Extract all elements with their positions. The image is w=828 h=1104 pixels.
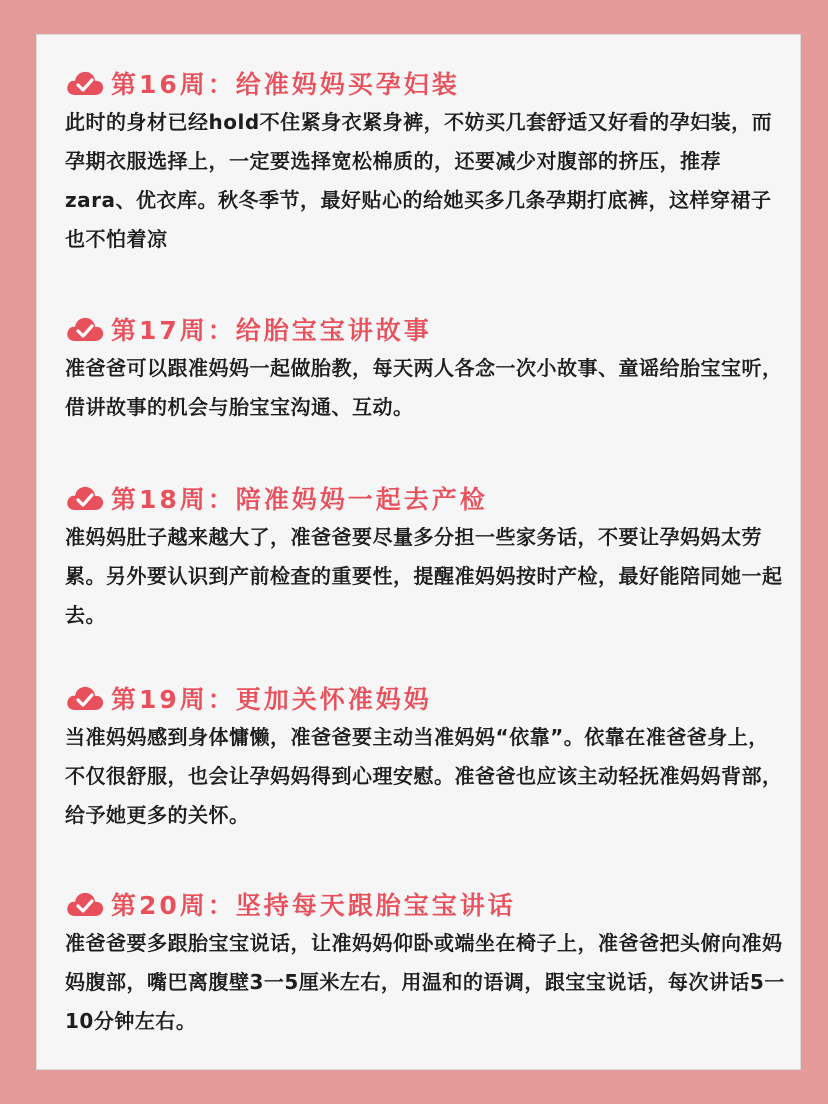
section-heading [65,311,787,347]
section-title: 第18周：陪准妈妈一起去产检 [111,485,488,514]
section-body: 当准妈妈感到身体慵懒，准爸爸要主动当准妈妈“依靠”。依靠在准爸爸身上，不仅很舒服，也会让孕妈妈得到心理安慰。准爸爸也应该主动轻抚准妈妈背部，给予她更多的关怀。 [65,725,783,827]
section-title: 第17周：给胎宝宝讲故事 [111,316,432,345]
cloud-check-icon [65,484,105,512]
section-title: 第20周：坚持每天跟胎宝宝讲话 [111,891,516,920]
cloud-check-icon [65,69,105,97]
cloud-check-icon [65,890,105,918]
section-week-17 [65,311,787,427]
section-body: 此时的身材已经hold不住紧身衣紧身裤，不妨买几套舒适又好看的孕妇装，而孕期衣服选择上，一定要选择宽松棉质的，还要减少对腹部的挤压，推荐zara、优衣库。秋冬季节，最好贴心的给她买多几条孕期打底裤，这样穿裙子也不怕着凉 [65,110,773,251]
section-heading [65,480,787,516]
content-card [36,34,801,1070]
section-heading [65,886,787,922]
section-heading [65,680,787,716]
section-week-20 [65,886,787,1041]
section-heading [65,65,787,101]
section-body: 准爸爸要多跟胎宝宝说话，让准妈妈仰卧或端坐在椅子上，准爸爸把头俯向准妈妈腹部，嘴巴离腹壁3一5厘米左右，用温和的语调，跟宝宝说话，每次讲话5一10分钟左右。 [65,931,785,1033]
section-title: 第16周：给准妈妈买孕妇装 [111,70,460,99]
section-week-19 [65,680,787,835]
cloud-check-icon [65,684,105,712]
section-week-18 [65,480,787,635]
section-body: 准爸爸可以跟准妈妈一起做胎教，每天两人各念一次小故事、童谣给胎宝宝听，借讲故事的机会与胎宝宝沟通、互动。 [65,356,783,419]
section-week-16 [65,65,787,259]
cloud-check-icon [65,315,105,343]
section-title: 第19周：更加关怀准妈妈 [111,685,432,714]
section-body: 准妈妈肚子越来越大了，准爸爸要尽量多分担一些家务话，不要让孕妈妈太劳累。另外要认识到产前检查的重要性，提醒准妈妈按时产检，最好能陪同她一起去。 [65,525,783,627]
